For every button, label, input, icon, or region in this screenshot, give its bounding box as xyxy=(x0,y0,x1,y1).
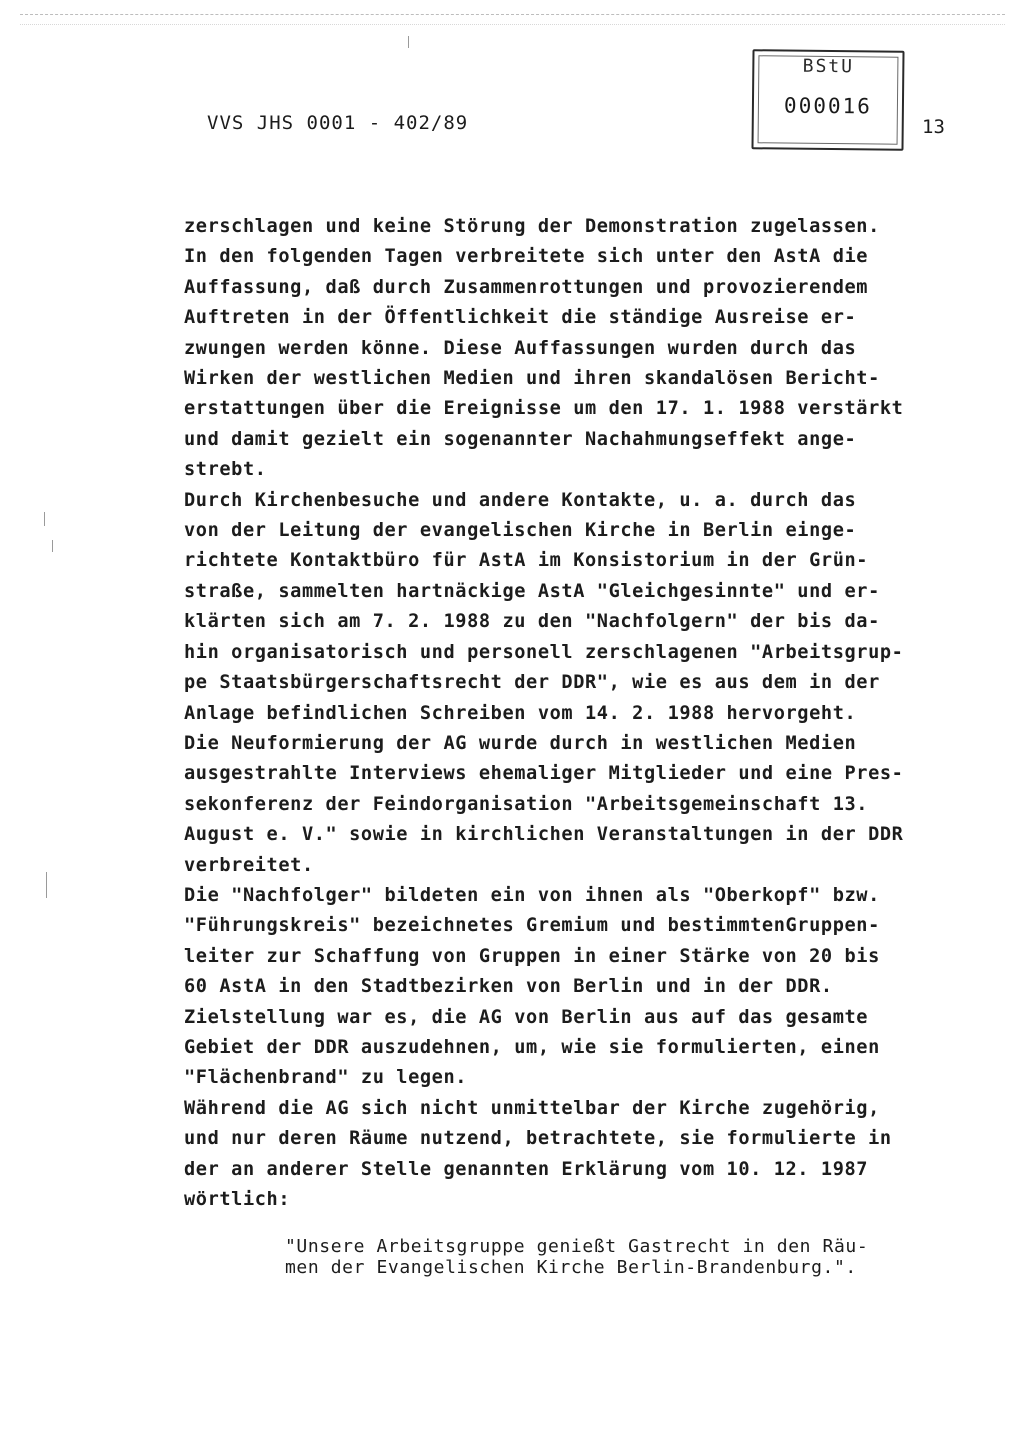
body-line: sekonferenz der Feindorganisation "Arbeitsgemeinschaft 13. xyxy=(184,793,869,815)
body-line: Die Neuformierung der AG wurde durch in westlichen Medien xyxy=(184,732,857,754)
body-line: August e. V." sowie in kirchlichen Veranstaltungen in der DDR xyxy=(184,824,904,846)
body-line: hin organisatorisch und personell zerschlagenen "Arbeitsgrup- xyxy=(184,641,904,663)
body-line: richtete Kontaktbüro für AstA im Konsistorium in der Grün- xyxy=(184,550,869,572)
archive-stamp xyxy=(751,49,904,151)
page-number: 13 xyxy=(922,116,945,138)
top-scan-line xyxy=(20,14,1005,15)
margin-mark xyxy=(46,872,47,898)
body-line: Die "Nachfolger" bildeten ein von ihnen als "Oberkopf" bzw. xyxy=(184,884,880,906)
quote-line: "Unsere Arbeitsgruppe genießt Gastrecht in den Räu- xyxy=(285,1236,869,1257)
stamp-number: 000016 xyxy=(783,93,872,119)
body-line: klärten sich am 7. 2. 1988 zu den "Nachfolgern" der bis da- xyxy=(184,611,880,633)
body-line: und nur deren Räume nutzend, betrachtete, sie formulierte in xyxy=(184,1128,892,1150)
body-line: und damit gezielt ein sogenannter Nachahmungseffekt ange- xyxy=(184,428,857,450)
body-line: straße, sammelten hartnäckige AstA "Gleichgesinnte" und er- xyxy=(184,580,880,602)
margin-mark xyxy=(52,540,53,552)
body-line: strebt. xyxy=(184,459,267,481)
body-line: erstattungen über die Ereignisse um den 17. 1. 1988 verstärkt xyxy=(184,398,904,420)
body-line: Durch Kirchenbesuche und andere Kontakte, u. a. durch das xyxy=(184,489,857,511)
body-line: leiter zur Schaffung von Gruppen in einer Stärke von 20 bis xyxy=(184,945,880,967)
body-line: "Flächenbrand" zu legen. xyxy=(184,1067,468,1089)
body-line: wörtlich: xyxy=(184,1189,291,1210)
body-line: zerschlagen und keine Störung der Demonstration zugelassen. xyxy=(184,216,880,237)
stamp-label: BStU xyxy=(802,55,855,78)
body-line: Zielstellung war es, die AG von Berlin aus auf das gesamte xyxy=(184,1006,869,1028)
quote-line: men der Evangelischen Kirche Berlin-Brandenburg.". xyxy=(285,1257,857,1278)
body-line: ausgestrahlte Interviews ehemaliger Mitglieder und eine Pres- xyxy=(184,763,904,785)
body-line: verbreitet. xyxy=(184,854,314,876)
body-line: pe Staatsbürgerschaftsrecht der DDR", wie es aus dem in der xyxy=(184,672,880,694)
scan-artifact-mark xyxy=(408,36,409,48)
body-text xyxy=(184,212,954,1215)
body-line: Wirken der westlichen Medien und ihren skandalösen Bericht- xyxy=(184,368,880,390)
body-line: zwungen werden könne. Diese Auffassungen wurden durch das xyxy=(184,337,857,359)
body-line: Während die AG sich nicht unmittelbar der Kirche zugehörig, xyxy=(184,1097,880,1119)
body-line: von der Leitung der evangelischen Kirche in Berlin einge- xyxy=(184,520,857,542)
body-line: Gebiet der DDR auszudehnen, um, wie sie formulierten, einen xyxy=(184,1036,880,1058)
body-line: der an anderer Stelle genannten Erklärung vom 10. 12. 1987 xyxy=(184,1158,869,1180)
body-line: "Führungskreis" bezeichnetes Gremium und bestimmtenGruppen- xyxy=(184,915,880,937)
body-line: Auftreten in der Öffentlichkeit die ständige Ausreise er- xyxy=(184,307,857,329)
body-line: Anlage befindlichen Schreiben vom 14. 2. 1988 hervorgeht. xyxy=(184,702,857,724)
body-line: 60 AstA in den Stadtbezirken von Berlin und in der DDR. xyxy=(184,976,833,998)
margin-mark xyxy=(44,512,45,526)
top-scan-line-faint xyxy=(20,24,1005,25)
document-reference: VVS JHS 0001 - 402/89 xyxy=(207,112,469,134)
body-line: In den folgenden Tagen verbreitete sich unter den AstA die xyxy=(184,246,869,268)
block-quote xyxy=(285,1236,925,1278)
body-line: Auffassung, daß durch Zusammenrottungen und provozierendem xyxy=(184,276,869,298)
